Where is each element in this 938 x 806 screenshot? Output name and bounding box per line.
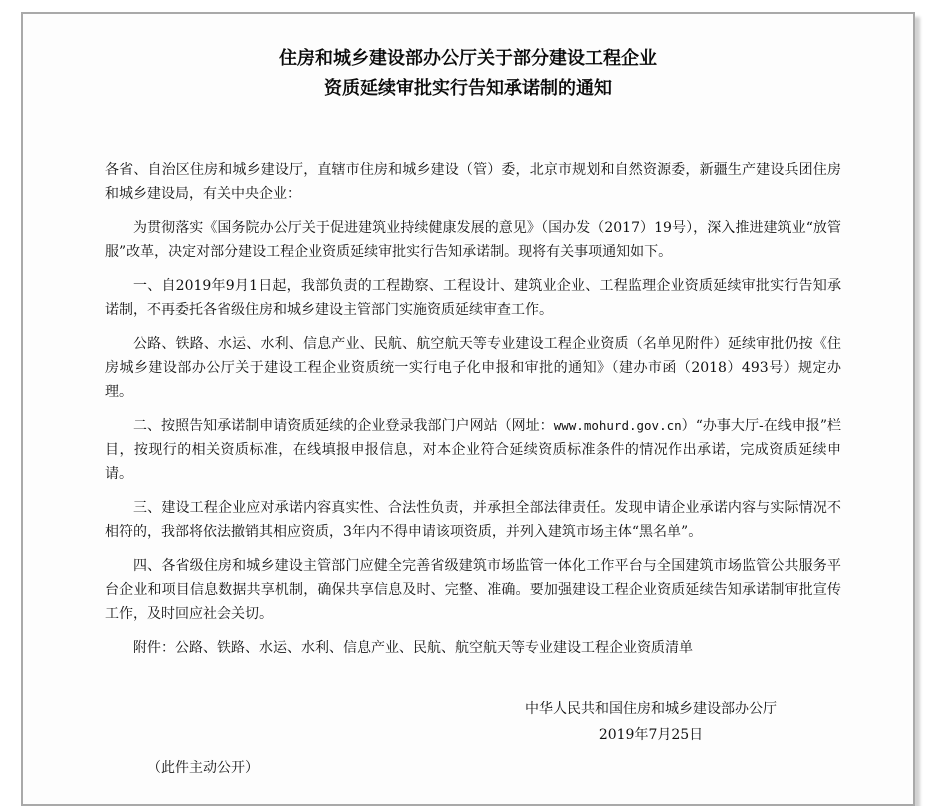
item-3-paragraph: 三、建设工程企业应对承诺内容真实性、合法性负责，并承担全部法律责任。发现申请企业承诺内容与实际情况不相符的，我部将依法撤销其相应资质，3年内不得申请该项资质，并列入建筑市场主体“黑名单”。 (105, 500, 841, 540)
notice-body (23, 158, 913, 780)
issuer-name: 中华人民共和国住房和城乡建设部办公厅 (525, 701, 777, 717)
notice-title-line-2: 资质延续审批实行告知承诺制的通知 (324, 78, 612, 99)
item-2-prefix: 二、按照告知承诺制申请资质延续的企业登录我部门户网站（网址： (133, 418, 554, 434)
issue-date: 2019年7月25日 (598, 727, 704, 743)
signature-block (491, 696, 811, 748)
item-1-paragraph: 一、自2019年9月1日起，我部负责的工程勘察、工程设计、建筑业企业、工程监理企业资质延续审批实行告知承诺制，不再委托各省级住房和城乡建设主管部门实施资质延续审查工作。 (105, 278, 841, 318)
item-2-paragraph (105, 414, 841, 486)
item-2-suffix: ）“办事大厅-在线申报”栏目，按现行的相关资质标准，在线填报申报信息，对本企业符合延续资质标准条件的情况作出承诺，完成资质延续申请。 (105, 418, 842, 482)
portal-url-text: www.mohurd.gov.cn (553, 418, 682, 433)
notice-title (23, 44, 913, 104)
notice-title-line-1: 住房和城乡建设部办公厅关于部分建设工程企业 (279, 48, 657, 69)
document-page (21, 12, 915, 806)
recipients-paragraph: 各省、自治区住房和城乡建设厅，直辖市住房和城乡建设（管）委，北京市规划和自然资源委，新疆生产建设兵团住房和城乡建设局，有关中央企业： (105, 162, 841, 202)
attachment-line: 附件：公路、铁路、水运、水利、信息产业、民航、航空航天等专业建设工程企业资质清单 (133, 640, 693, 656)
intro-paragraph: 为贯彻落实《国务院办公厅关于促进建筑业持续健康发展的意见》（国办发（2017）19号），深入推进建筑业“放管服”改革，决定对部分建设工程企业资质延续审批实行告知承诺制。现将有关事项通知如下。 (105, 220, 841, 260)
item-4-paragraph: 四、各省级住房和城乡建设主管部门应健全完善省级建筑市场监管一体化工作平台与全国建筑市场监管公共服务平台企业和项目信息数据共享机制，确保共享信息及时、完整、准确。要加强建设工程企业资质延续告知承诺制审批宣传工作，及时回应社会关切。 (105, 558, 841, 622)
specialty-qualifications-paragraph: 公路、铁路、水运、水利、信息产业、民航、航空航天等专业建设工程企业资质（名单见附件）延续审批仍按《住房城乡建设部办公厅关于建设工程企业资质统一实行电子化申报和审批的通知》（建办市函（2018）493号）规定办理。 (105, 336, 841, 400)
disclosure-note: （此件主动公开） (147, 760, 259, 776)
